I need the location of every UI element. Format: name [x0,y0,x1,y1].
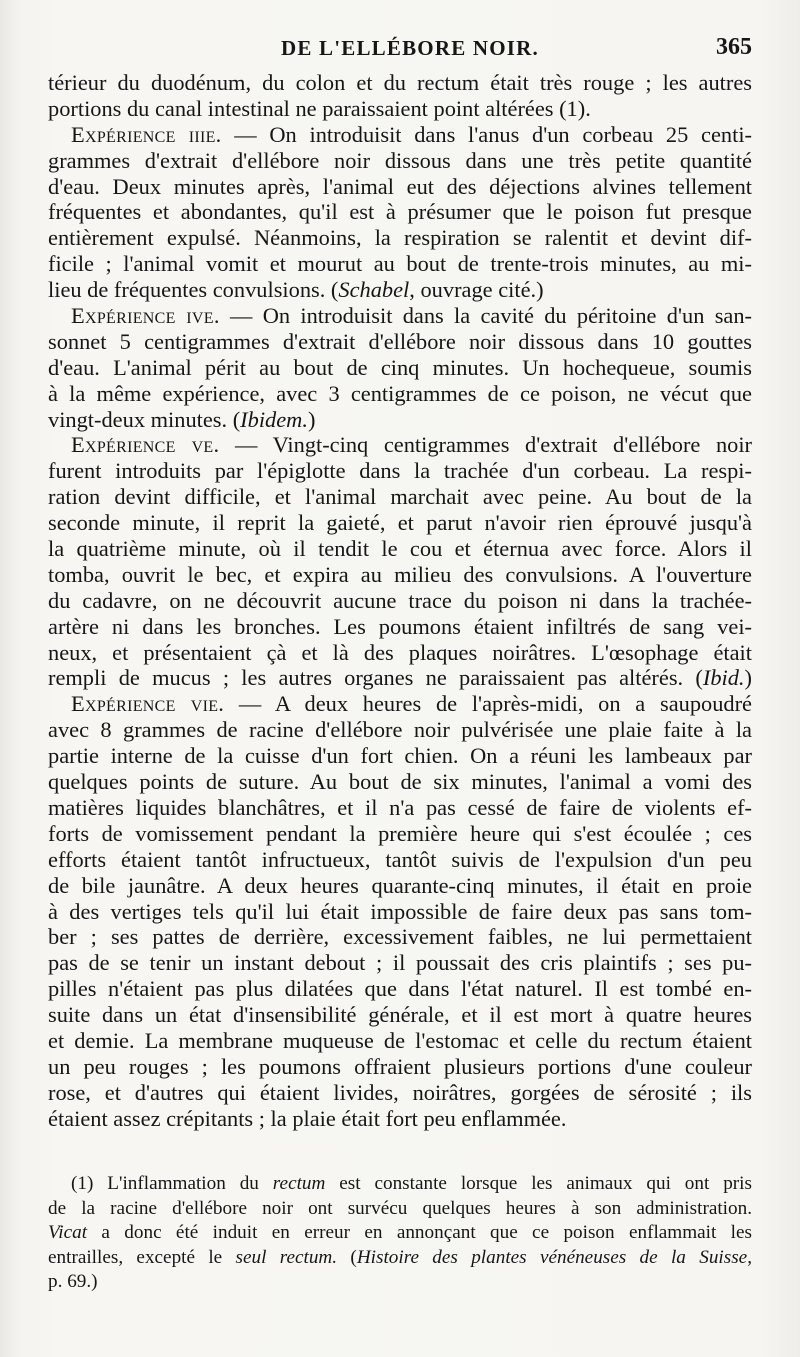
text-segment: — A deux heures de l'après-midi, on a saupoudré [224,691,752,717]
text-segment: pilles n'étaient pas plus dilatées que dans l'état naturel. Il est tombé en- [48,976,752,1002]
text-line [48,277,752,303]
text-line [48,225,752,251]
text-line [48,1028,752,1054]
text-segment: tomba, ouvrit le bec, et expira au milieu des convulsions. A l'ouverture [48,561,752,587]
text-segment: entrailles, excepté le [48,1246,236,1268]
text-line [48,536,752,562]
text-line [48,1106,752,1132]
text-segment: Histoire des plantes vénéneuses de la Suisse [356,1246,748,1268]
text-segment: Vicat [48,1222,88,1243]
text-line [48,614,752,640]
text-segment: p. 69.) [48,1271,98,1292]
text-segment: un peu rouges ; les poumons offraient plusieurs portions d'une couleur [48,1053,752,1079]
text-segment: rempli de mucus ; les autres organes ne paraissaient pas altérés. ( [48,665,703,691]
text-segment: a donc été induit en erreur en annonçant que ce poison enflammait les [87,1222,752,1243]
text-segment: matières liquides blanchâtres, et il n'a pas cessé de faire de violents ef- [48,794,752,820]
footnote-line [48,1172,752,1197]
text-segment: sonnet 5 centigrammes d'extrait d'ellébore noir dissous dans 10 gouttes [48,328,752,354]
text-segment: forts de vomissement pendant la première heure qui s'est écoulée ; ces [48,820,752,846]
text-line [48,640,752,666]
text-line [48,1054,752,1080]
text-line [48,407,752,433]
text-segment: artère ni dans les bronches. Les poumons étaient infiltrés de sang vei- [48,613,752,639]
text-segment: Ibid. [702,665,745,691]
text-segment: Expérience ive. [71,303,220,329]
footnote-line [48,1221,752,1246]
text-segment: ber ; ses pattes de derrière, excessivement faibles, ne lui permettaient [48,924,752,950]
text-segment: seconde minute, il reprit la gaieté, et parut n'avoir rien éprouvé jusqu'à [48,510,752,536]
page-header [48,34,752,70]
text-line [48,743,752,769]
text-line [48,355,752,381]
text-line [48,329,752,355]
text-line [48,691,752,717]
footnotes [48,1172,752,1295]
text-segment: térieur du duodénum, du colon et du rectum était très rouge ; les autres [48,70,752,95]
text-segment: Ibidem. [240,406,308,432]
text-segment: de la racine d'ellébore noir ont survécu quelques heures à son administration. [48,1197,752,1219]
text-line [48,174,752,200]
text-segment: furent introduits par l'épiglotte dans la trachée d'un corbeau. La respi- [48,458,752,484]
text-segment: du cadavre, on ne découvrit aucune trace du poison ni dans la trachée- [48,587,752,613]
text-segment: ) [744,665,752,691]
text-segment: — On introduisit dans l'anus d'un corbeau 25 centi- [221,121,752,147]
text-segment: avec 8 grammes de racine d'ellébore noir pulvérisée une plaie faite à la [48,717,752,743]
text-segment: fréquentes et abondantes, qu'il est à présumer que le poison fut presque [48,199,752,225]
text-segment: quelques points de suture. Au bout de six minutes, l'animal a vomi des [48,769,752,795]
text-segment: entièrement expulsé. Néanmoins, la respiration se ralentit et devint dif- [48,225,752,251]
running-title: DE L'ELLÉBORE NOIR. [281,36,539,60]
text-segment: — Vingt-cinq centigrammes d'extrait d'ellébore noir [219,432,753,458]
text-line [48,588,752,614]
text-line [48,665,752,691]
text-line [48,96,752,122]
text-segment: de bile jaunâtre. A deux heures quarante-cinq minutes, il était en proie [48,872,752,898]
text-line [48,510,752,536]
text-line [48,199,752,225]
text-line [48,769,752,795]
text-segment: ) [307,406,316,432]
text-line [48,432,752,458]
text-line [48,458,752,484]
text-segment: lieu de fréquentes convulsions. ( [48,277,339,303]
text-segment: d'eau. L'animal périt au bout de cinq minutes. Un hochequeue, soumis [48,354,752,380]
text-line [48,381,752,407]
text-line [48,122,752,148]
text-segment: Schabel [338,277,410,303]
text-segment: portions du canal intestinal ne paraissaient point altérées (1). [48,95,591,121]
text-segment: ficile ; l'animal vomit et mourut au bout de trente-trois minutes, au mi- [48,251,752,277]
text-segment: efforts étaient tantôt infructueux, tantôt suivis de l'expulsion d'un peu [48,846,752,872]
text-segment: partie interne de la cuisse d'un fort chien. On a réuni les lambeaux par [48,743,752,769]
text-line [48,795,752,821]
text-segment: ( [337,1246,357,1268]
text-line [48,251,752,277]
text-segment: étaient assez crépitants ; la plaie était fort peu enflammée. [48,1105,567,1131]
text-line [48,847,752,873]
text-line [48,484,752,510]
text-segment: — On introduisit dans la cavité du péritoine d'un san- [219,303,753,329]
text-segment: et demie. La membrane muqueuse de l'estomac et celle du rectum étaient [48,1027,752,1053]
text-segment: vingt-deux minutes. ( [48,406,241,432]
text-line [48,924,752,950]
text-segment: rose, et d'autres qui étaient livides, noirâtres, gorgées de sérosité ; ils [48,1079,752,1105]
text-line [48,873,752,899]
page-number: 365 [716,34,752,60]
text-line [48,1002,752,1028]
main-text [48,70,752,1132]
text-segment: , [747,1246,752,1268]
footnote-line [48,1270,752,1295]
text-segment: pas de se tenir un instant debout ; il poussait des cris plaintifs ; ses pu- [48,950,752,976]
text-line [48,717,752,743]
text-segment: (1) L'inflammation du [71,1173,273,1194]
text-line [48,899,752,925]
text-line [48,976,752,1002]
text-line [48,1080,752,1106]
text-line [48,562,752,588]
text-line [48,148,752,174]
text-segment: , ouvrage cité.) [409,277,544,303]
text-line [48,821,752,847]
text-segment: d'eau. Deux minutes après, l'animal eut des déjections alvines tellement [48,173,752,199]
text-segment: est constante lorsque les animaux qui ont pris [325,1173,752,1194]
text-segment: suite dans un état d'insensibilité générale, et il est mort à quatre heures [48,1002,752,1028]
text-line [48,70,752,96]
text-segment: à des vertiges tels qu'il lui était impossible de faire deux pas sans tom- [48,898,752,924]
text-segment: la quatrième minute, où il tendit le cou et éternua avec force. Alors il [48,536,752,562]
text-segment: seul rectum. [235,1246,338,1268]
text-segment: Expérience ve. [71,432,220,458]
text-line [48,950,752,976]
text-segment: grammes d'extrait d'ellébore noir dissous dans une très petite quantité [48,147,752,173]
text-segment: rectum [272,1173,326,1194]
text-line [48,303,752,329]
text-segment: Expérience iiie. [71,121,222,147]
footnote-line [48,1197,752,1222]
text-segment: Expérience vie. [71,691,225,717]
footnote-line [48,1246,752,1271]
text-segment: à la même expérience, avec 3 centigrammes de ce poison, ne vécut que [48,380,752,406]
text-segment: ration devint difficile, et l'animal marchait avec peine. Au bout de la [48,484,752,510]
text-segment: neux, et présentaient çà et là des plaques noirâtres. L'œsophage était [48,639,752,665]
